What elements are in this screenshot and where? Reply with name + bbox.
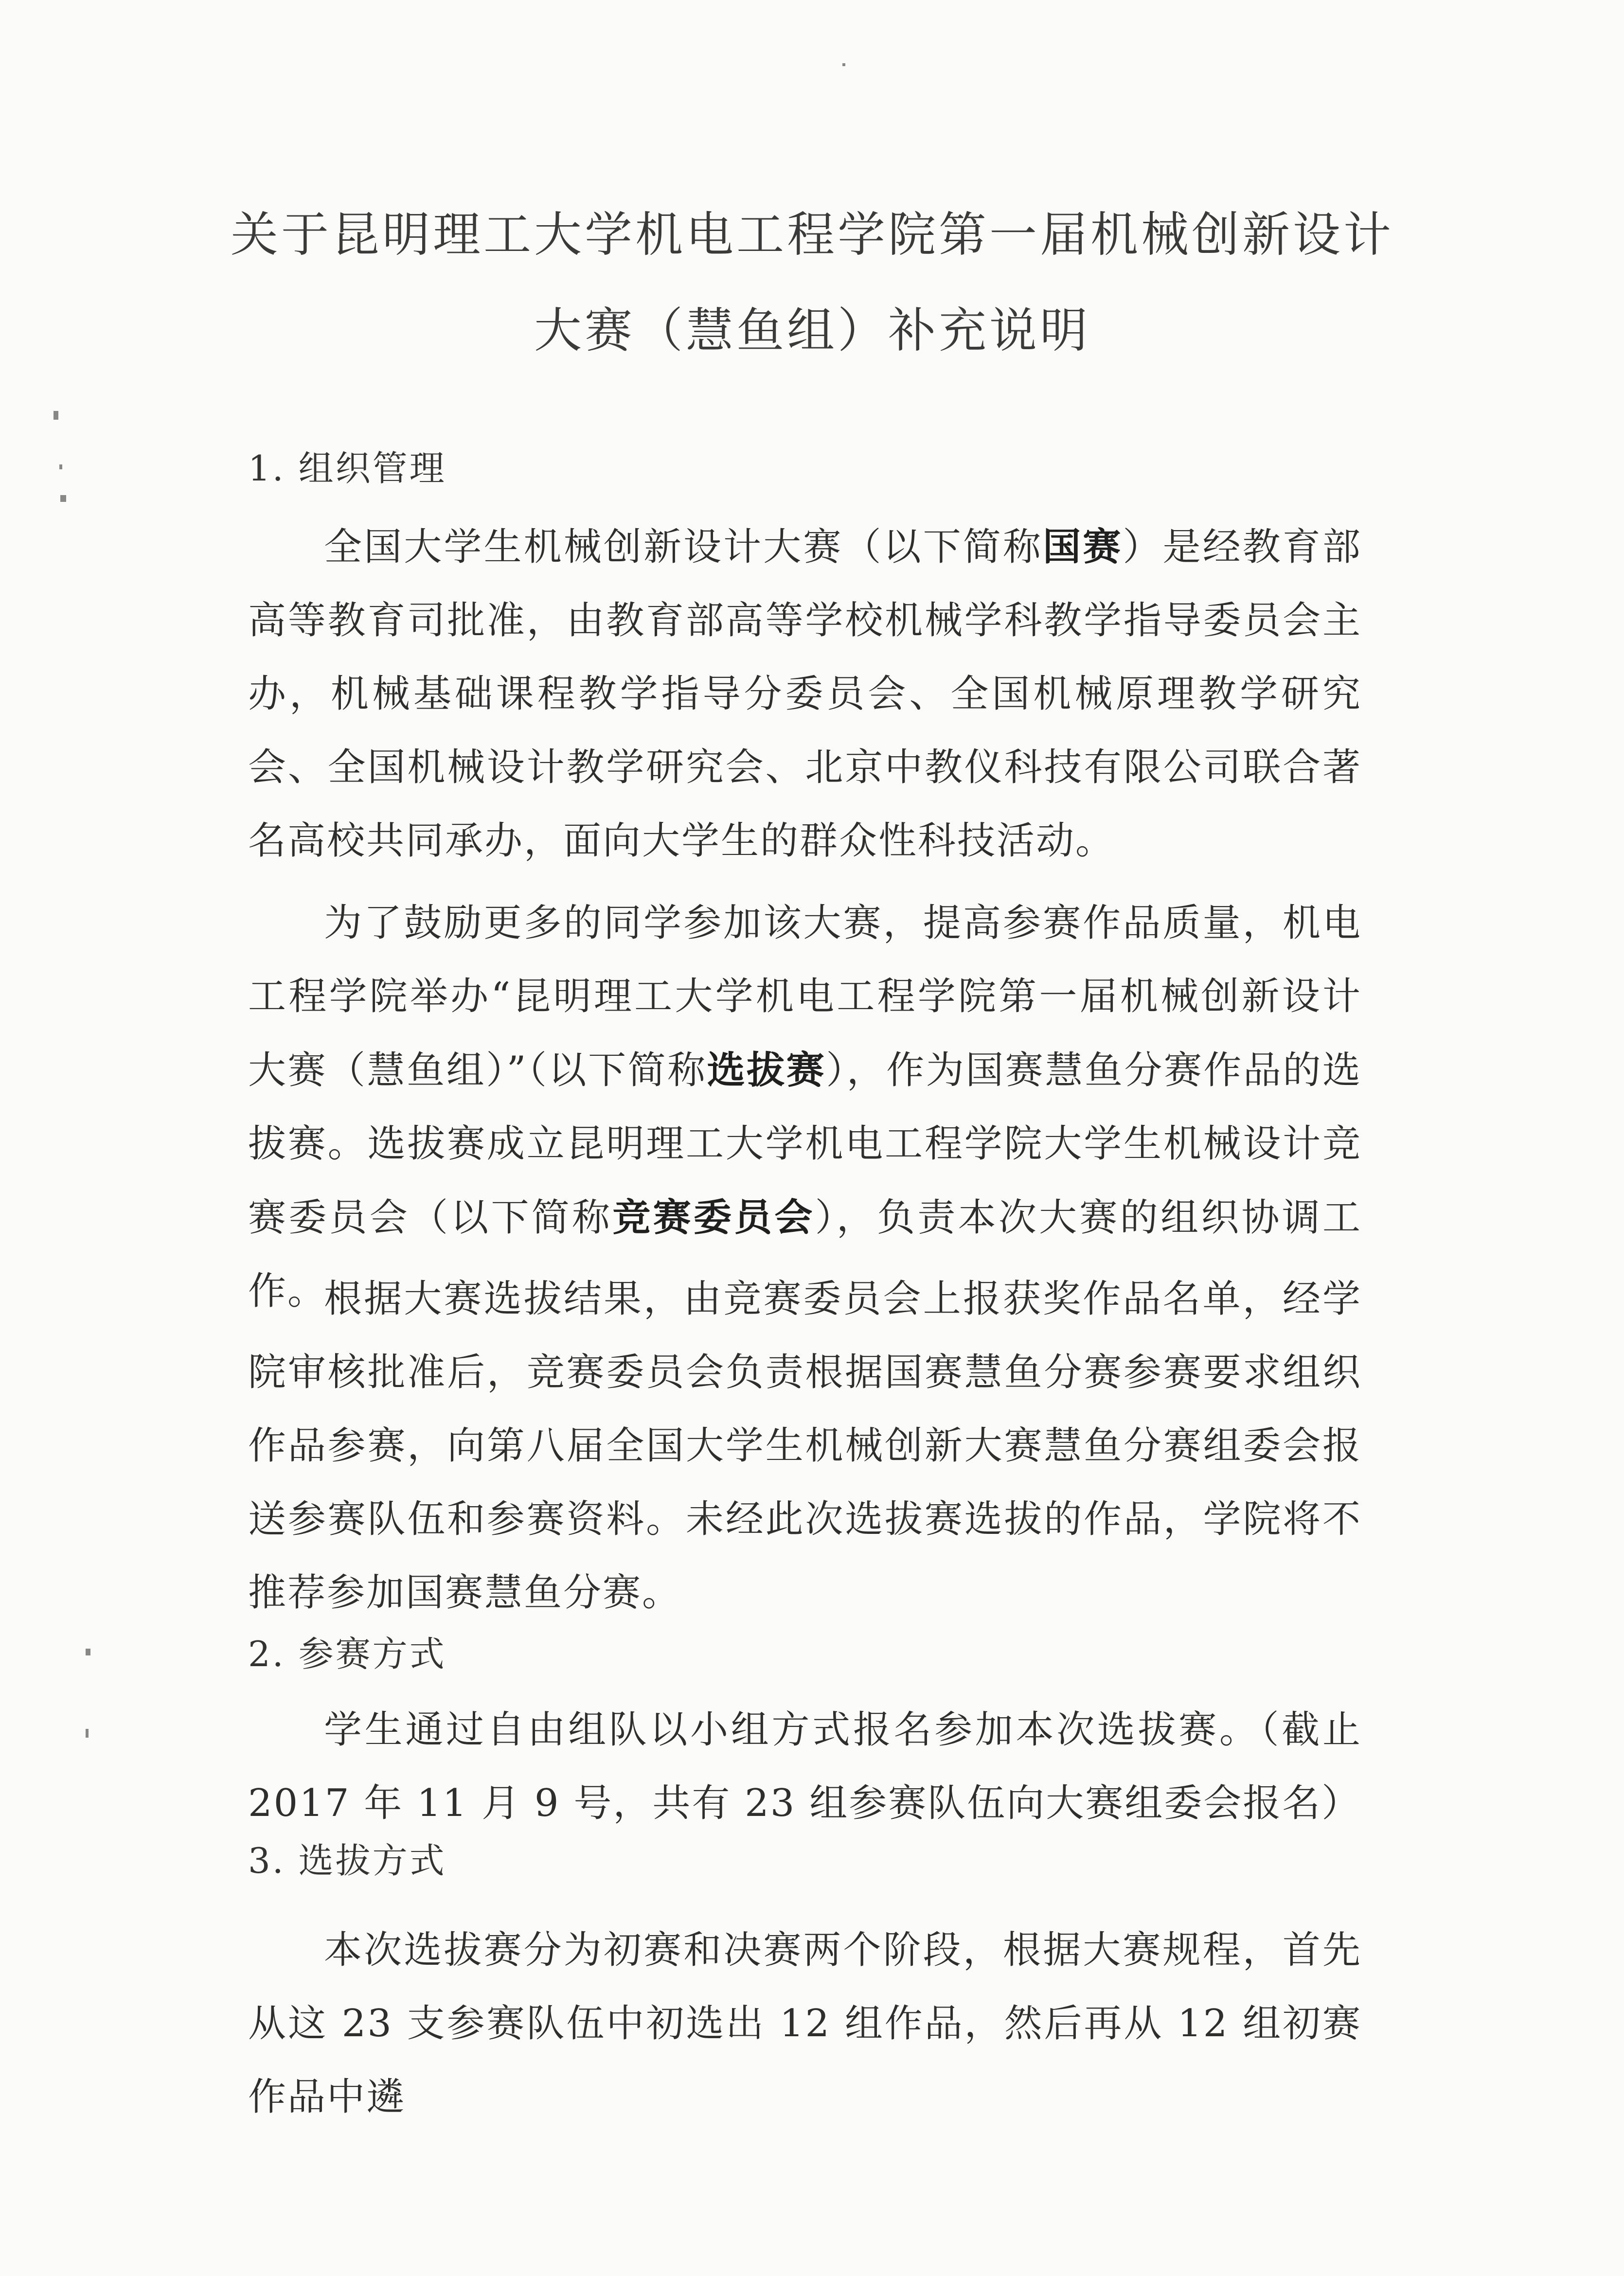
term-guosai: 国赛 bbox=[1043, 525, 1123, 569]
text-run: 全国大学生机械创新设计大赛（以下简称 bbox=[324, 525, 1043, 569]
scan-mark bbox=[54, 411, 58, 420]
term-jingsai-weiyuanhui: 竞赛委员会 bbox=[612, 1195, 815, 1240]
term-xuanbasai: 选拔赛 bbox=[707, 1048, 826, 1092]
document-title-line1: 关于昆明理工大学机电工程学院第一届机械创新设计 bbox=[230, 207, 1394, 263]
text-run: ）是经教育部高等教育司批准，由教育部高等学校机械学科教学指导委员会主办，机械基础课程教学指导分委员会、全国机械原理教学研究会、全国机械设计教学研究会、北京中教仪科技有限公司联合著名高校共同承办，面向大学生的群众性科技活动。 bbox=[248, 525, 1362, 863]
scan-mark bbox=[59, 464, 62, 469]
scan-mark bbox=[86, 1729, 89, 1738]
text-run: ），作为国赛慧鱼分赛作品的选拔赛。选拔赛成立昆明理工大学机电工程学院大学生机械设计竞赛委员会（以下简称 bbox=[248, 1049, 1362, 1240]
scan-mark bbox=[60, 495, 66, 502]
text-run: 为了鼓励更多的同学参加该大赛，提高参赛作品质量，机电工程学院举办“昆明理工大学机电工程学院第一届机械创新设计大赛（慧鱼组）”（以下简称 bbox=[248, 901, 1362, 1092]
section3-paragraph1: 本次选拔赛分为初赛和决赛两个阶段，根据大赛规程，首先从这 23 支参赛队伍中初选出 12 组作品，然后再从 12 组初赛作品中遴 bbox=[248, 1928, 1362, 2119]
scan-mark bbox=[86, 1649, 90, 1655]
section1-heading: 1. 组织管理 bbox=[248, 448, 446, 489]
scan-mark bbox=[842, 63, 845, 66]
section2-paragraph1: 学生通过自由组队以小组方式报名参加本次选拔赛。（截止2017 年 11 月 9 号，共有 23 组参赛队伍向大赛组委会报名） bbox=[248, 1708, 1362, 1825]
document-title-line2: 大赛（慧鱼组）补充说明 bbox=[534, 303, 1090, 358]
section1-paragraph3: 根据大赛选拔结果，由竞赛委员会上报获奖作品名单，经学院审核批准后，竞赛委员会负责根据国赛慧鱼分赛参赛要求组织作品参赛，向第八届全国大学生机械创新大赛慧鱼分赛组委会报送参赛队伍和参赛资料。未经此次选拔赛选拔的作品，学院将不推荐参加国赛慧鱼分赛。 bbox=[248, 1277, 1362, 1615]
section3-heading: 3. 选拔方式 bbox=[248, 1840, 446, 1881]
section1-paragraph2 bbox=[248, 887, 1362, 1328]
section2-heading: 2. 参赛方式 bbox=[248, 1634, 446, 1674]
section1-paragraph1 bbox=[248, 510, 1362, 878]
text-run: ），负责本次大赛的组织协调工作。 bbox=[248, 1196, 1362, 1313]
